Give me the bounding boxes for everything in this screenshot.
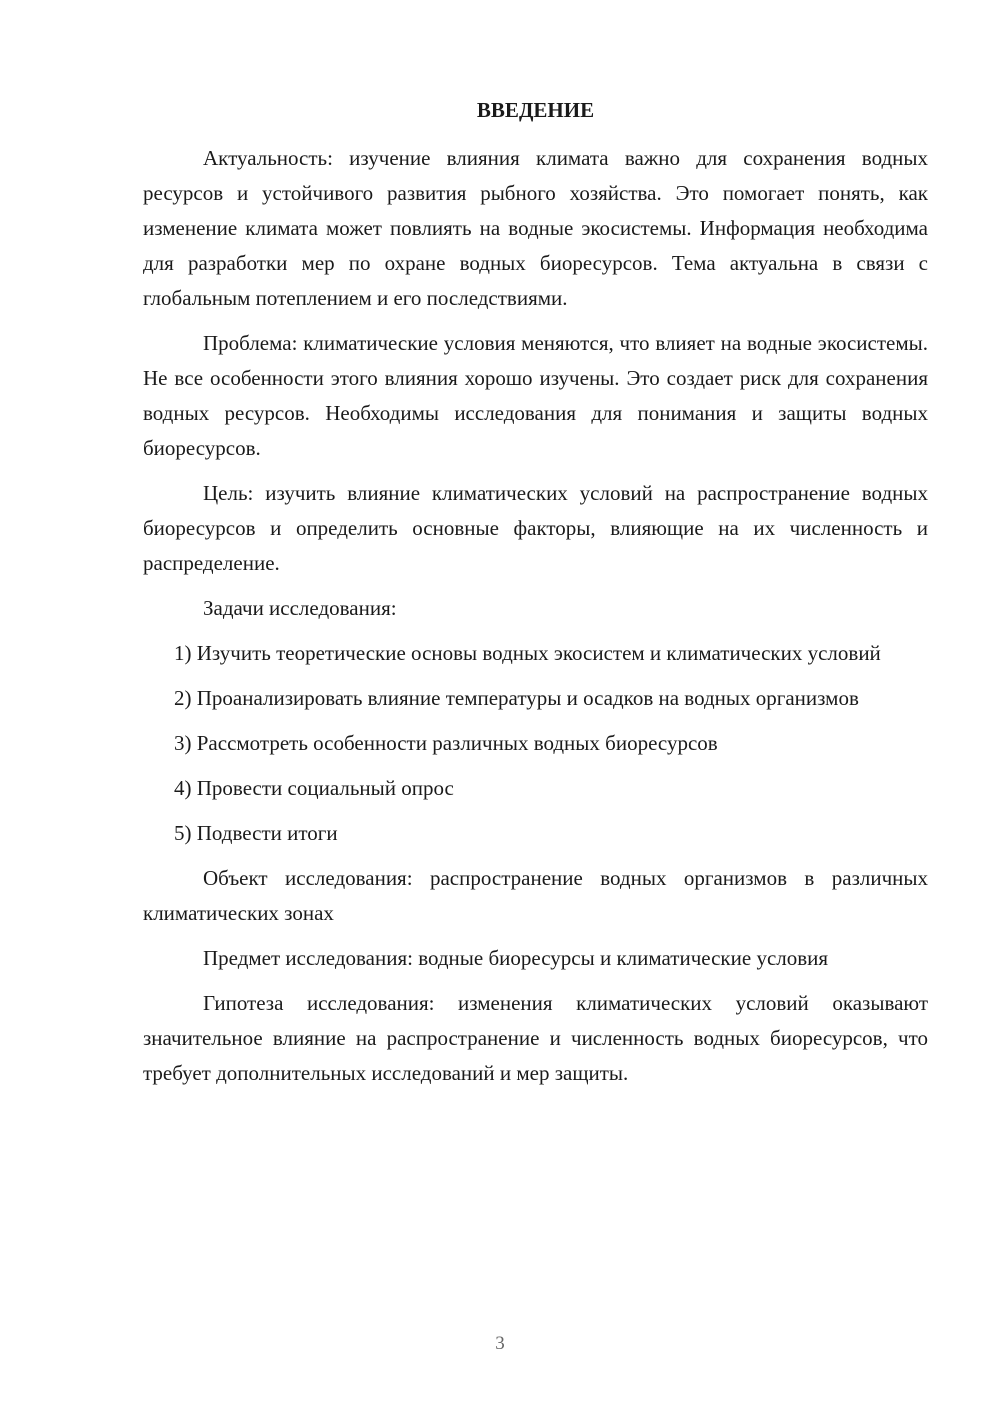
goal-paragraph: Цель: изучить влияние климатических условий на распространение водных биоресурсов и определить основные факторы, влияющие на их численность и распределение. bbox=[143, 481, 928, 575]
page-title: ВВЕДЕНИЕ bbox=[476, 98, 595, 122]
subject-paragraph: Предмет исследования: водные биоресурсы и климатические условия bbox=[203, 946, 829, 970]
tasks-heading: Задачи исследования: bbox=[203, 596, 397, 620]
page-number: 3 bbox=[495, 1333, 505, 1354]
list-item: 3) Рассмотреть особенности различных водных биоресурсов bbox=[174, 731, 718, 755]
hypothesis-paragraph: Гипотеза исследования: изменения климатических условий оказывают значительное влияние на распространение и численность водных биоресурсов, что требует дополнительных исследований и мер защиты. bbox=[143, 991, 928, 1085]
problem-paragraph: Проблема: климатические условия меняются, что влияет на водные экосистемы. Не все особенности этого влияния хорошо изучены. Это создает риск для сохранения водных ресурсов. Необходимы исследования для понимания и защиты водных биоресурсов. bbox=[143, 331, 928, 460]
list-item: 5) Подвести итоги bbox=[174, 821, 338, 845]
object-paragraph: Объект исследования: распространение водных организмов в различных климатических зонах bbox=[143, 866, 928, 925]
document-page bbox=[143, 96, 928, 1101]
list-item: 4) Провести социальный опрос bbox=[174, 776, 454, 800]
list-item: 1) Изучить теоретические основы водных экосистем и климатических условий bbox=[174, 641, 881, 665]
list-item: 2) Проанализировать влияние температуры и осадков на водных организмов bbox=[174, 686, 859, 710]
tasks-list bbox=[143, 636, 928, 851]
relevance-paragraph: Актуальность: изучение влияния климата важно для сохранения водных ресурсов и устойчивого развития рыбного хозяйства. Это помогает понять, как изменение климата может повлиять на водные экосистемы. Информация необходима для разработки мер по охране водных биоресурсов. Тема актуальна в связи с глобальным потеплением и его последствиями. bbox=[143, 146, 928, 310]
